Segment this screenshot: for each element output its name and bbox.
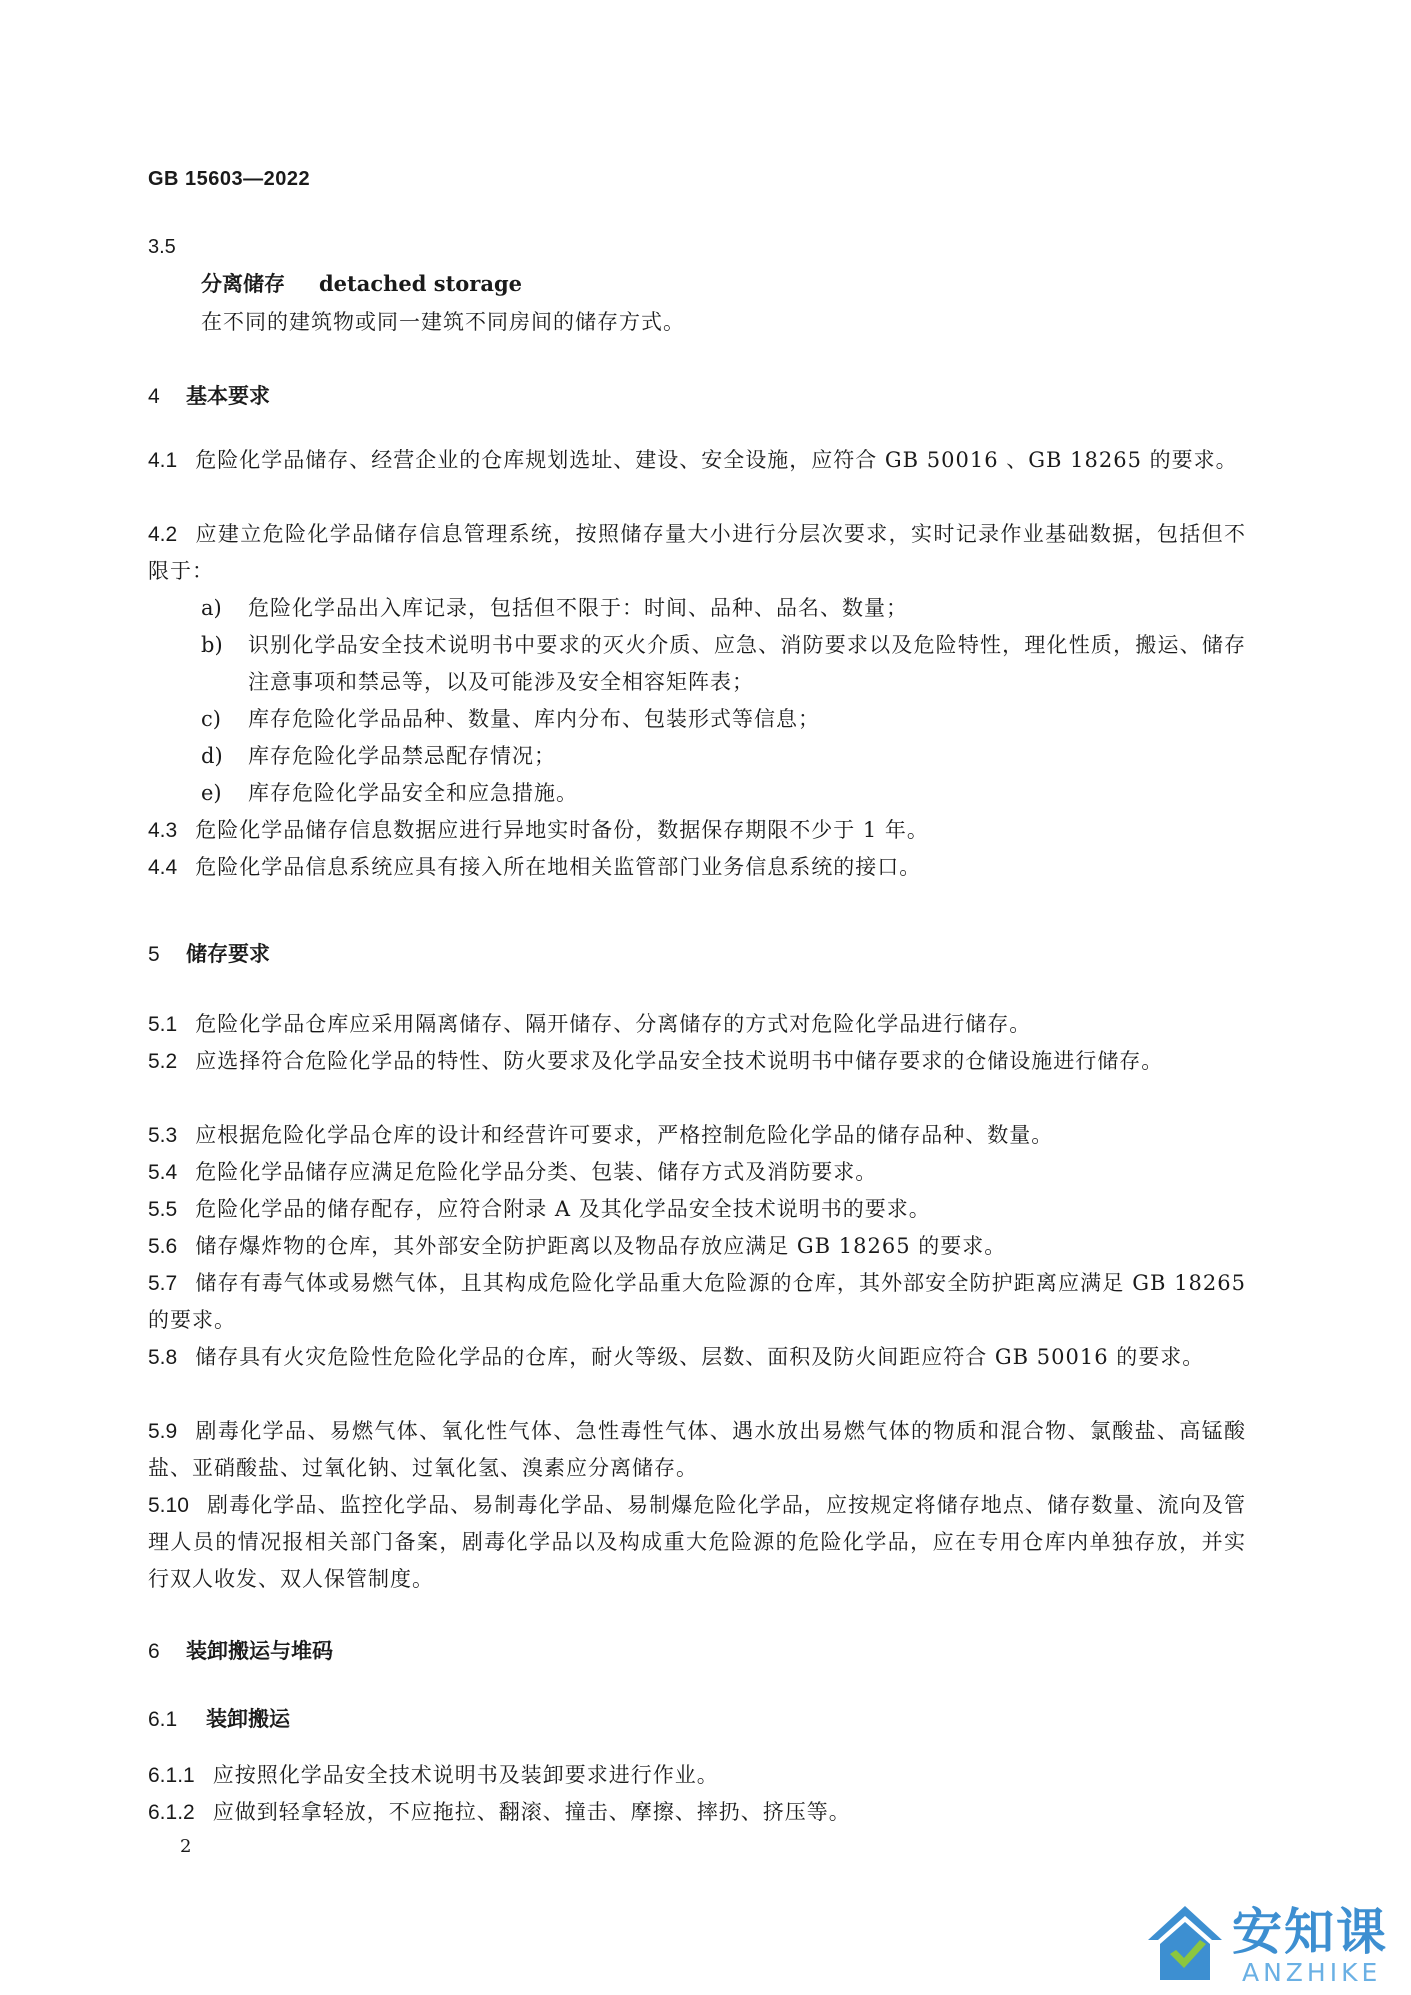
clause-5-10 [148,1487,1246,1598]
clause-text: 应根据危险化学品仓库的设计和经营许可要求，严格控制危险化学品的储存品种、数量。 [195,1123,1054,1147]
clause-5-3 [148,1117,1246,1154]
section-4-heading [148,380,270,410]
section-title: 装卸搬运与堆码 [186,1640,333,1663]
list-label: d) [201,744,223,768]
list-label: e) [201,781,222,805]
clause-text: 储存有毒气体或易燃气体，且其构成危险化学品重大危险源的仓库，其外部安全防护距离应满足 GB 18265 的要求。 [148,1271,1246,1332]
clause-6-1-2 [148,1794,1246,1831]
clause-number: 5.10 [148,1494,189,1517]
term-number: 3.5 [148,236,176,258]
clause-text: 储存爆炸物的仓库，其外部安全防护距离以及物品存放应满足 GB 18265 的要求。 [195,1234,1007,1258]
clause-5-4 [148,1154,1246,1191]
subsection-title: 装卸搬运 [206,1708,290,1731]
clause-number: 5.8 [148,1346,178,1369]
term-definition: 在不同的建筑物或同一建筑不同房间的储存方式。 [201,310,685,334]
clause-6-1-1 [148,1757,1246,1794]
clause-5-5 [148,1191,1246,1228]
clause-4-3 [148,812,1246,849]
clause-text: 危险化学品信息系统应具有接入所在地相关监管部门业务信息系统的接口。 [195,855,922,879]
clause-text: 危险化学品仓库应采用隔离储存、隔开储存、分离储存的方式对危险化学品进行储存。 [195,1012,1032,1036]
term-en: detached storage [319,271,523,296]
list-label: a) [201,596,222,620]
clause-number: 5.4 [148,1161,178,1184]
clause-number: 5.6 [148,1235,178,1258]
clause-4-4 [148,849,1246,886]
section-6-heading [148,1635,333,1665]
clause-number: 6.1.2 [148,1801,195,1824]
clause-number: 4.3 [148,819,178,842]
section-number: 4 [148,385,160,408]
clause-number: 5.7 [148,1272,178,1295]
clause-number: 5.9 [148,1420,178,1443]
clause-number: 5.5 [148,1198,178,1221]
clause-number: 5.3 [148,1124,178,1147]
clause-text: 危险化学品储存信息数据应进行异地实时备份，数据保存期限不少于 1 年。 [195,818,929,842]
section-title: 基本要求 [186,385,270,408]
clause-5-7 [148,1265,1246,1339]
clause-text: 储存具有火灾危险性危险化学品的仓库，耐火等级、层数、面积及防火间距应符合 GB 50016 的要求。 [195,1345,1205,1369]
page-number: 2 [180,1836,192,1857]
section-title: 储存要求 [186,943,270,966]
clause-4-1 [148,442,1246,479]
clause-4-2 [148,516,1246,590]
standard-code: GB 15603—2022 [148,168,311,190]
house-logo-icon [1140,1896,1230,1986]
watermark-logo [1140,1892,1410,1992]
watermark-name-cn: 安知课 [1232,1903,1388,1961]
list-label: b) [201,633,223,657]
clause-text: 危险化学品储存、经营企业的仓库规划选址、建设、安全设施，应符合 GB 50016 、GB 18265 的要求。 [195,448,1238,472]
clause-text: 应做到轻拿轻放，不应拖拉、翻滚、撞击、摩擦、摔扔、挤压等。 [212,1800,851,1824]
watermark-name-en: ANZHIKE [1242,1958,1382,1987]
list-text: 库存危险化学品品种、数量、库内分布、包装形式等信息； [248,707,820,731]
term-cn: 分离储存 [201,271,285,296]
clause-number: 4.1 [148,449,178,472]
clause-text: 剧毒化学品、监控化学品、易制毒化学品、易制爆危险化学品，应按规定将储存地点、储存数量、流向及管理人员的情况报相关部门备案，剧毒化学品以及构成重大危险源的危险化学品，应在专用仓库内单独存放，并实行双人收发、双人保管制度。 [148,1493,1246,1591]
clause-number: 5.2 [148,1050,178,1073]
list-text: 库存危险化学品禁忌配存情况； [248,744,556,768]
list-item [201,590,1246,627]
clause-5-8 [148,1339,1246,1376]
subsection-number: 6.1 [148,1708,178,1731]
clause-text: 危险化学品的储存配存，应符合附录 A 及其化学品安全技术说明书的要求。 [195,1197,931,1221]
clause-number: 5.1 [148,1013,178,1036]
clause-number: 6.1.1 [148,1764,195,1787]
list-item [201,701,1246,738]
clause-text: 应建立危险化学品储存信息管理系统，按照储存量大小进行分层次要求，实时记录作业基础数据，包括但不限于： [148,522,1246,583]
list-item [201,775,1246,812]
list-label: c) [201,707,221,731]
clause-5-1 [148,1006,1246,1043]
section-number: 5 [148,943,160,966]
clause-text: 应按照化学品安全技术说明书及装卸要求进行作业。 [212,1763,719,1787]
clause-5-9 [148,1413,1246,1487]
clause-text: 危险化学品储存应满足危险化学品分类、包装、储存方式及消防要求。 [195,1160,878,1184]
clause-5-6 [148,1228,1246,1265]
list-item [201,738,1246,775]
section-5-heading [148,938,270,968]
list-text: 危险化学品出入库记录，包括但不限于：时间、品种、品名、数量； [248,596,908,620]
clause-text: 应选择符合危险化学品的特性、防火要求及化学品安全技术说明书中储存要求的仓储设施进行储存。 [195,1049,1164,1073]
list-item [201,627,1246,701]
clause-number: 4.4 [148,856,178,879]
section-number: 6 [148,1640,160,1663]
clause-number: 4.2 [148,523,178,546]
term-heading [201,268,522,298]
clause-text: 剧毒化学品、易燃气体、氧化性气体、急性毒性气体、遇水放出易燃气体的物质和混合物、氯酸盐、高锰酸盐、亚硝酸盐、过氧化钠、过氧化氢、溴素应分离储存。 [148,1419,1246,1480]
list-text: 库存危险化学品安全和应急措施。 [248,781,578,805]
clause-5-2 [148,1043,1246,1080]
list-text: 识别化学品安全技术说明书中要求的灭火介质、应急、消防要求以及危险特性，理化性质，搬运、储存注意事项和禁忌等，以及可能涉及安全相容矩阵表； [248,633,1246,694]
subsection-6-1-heading [148,1703,290,1733]
